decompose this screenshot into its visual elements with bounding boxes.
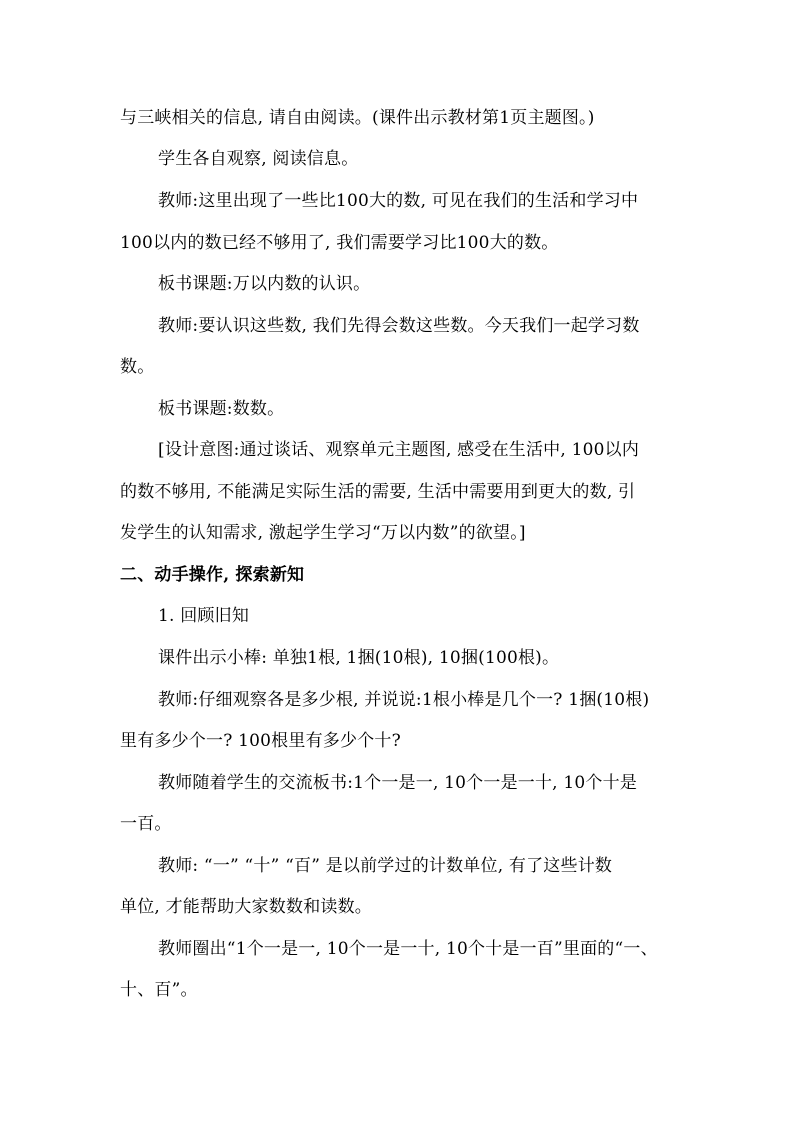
subsection-heading: 1. 回顾旧知 [158,606,250,626]
paragraph-line: 教师随着学生的交流板书:1个一是一, 10个一是一十, 10个十是 [158,773,638,793]
paragraph-line: 十、百”。 [120,980,198,1000]
paragraph-line: 教师:这里出现了一些比100大的数, 可见在我们的生活和学习中 [158,191,639,211]
paragraph-line: 一百。 [120,814,172,834]
section-heading: 二、动手操作, 探索新知 [120,565,305,585]
paragraph-line: 100以内的数已经不够用了, 我们需要学习比100大的数。 [120,233,559,253]
paragraph-line: 与三峡相关的信息, 请自由阅读。(课件出示教材第1页主题图。) [120,108,595,128]
paragraph-line: 课件出示小棒: 单独1根, 1捆(10根), 10捆(100根)。 [158,648,560,668]
paragraph-line: [设计意图:通过谈话、观察单元主题图, 感受在生活中, 100以内 [158,440,640,460]
paragraph-line: 学生各自观察, 阅读信息。 [158,149,359,169]
paragraph-line: 教师圈出“1个一是一, 10个一是一十, 10个十是一百”里面的“一、 [158,939,658,959]
paragraph-line: 教师:要认识这些数, 我们先得会数这些数。今天我们一起学习数 [158,316,640,336]
paragraph-line: 发学生的认知需求, 激起学生学习“万以内数”的欲望。] [120,523,526,543]
paragraph-line: 教师: “一” “十” “百” 是以前学过的计数单位, 有了这些计数 [158,856,613,876]
paragraph-line: 数。 [120,357,155,377]
paragraph-line: 板书课题:万以内数的认识。 [158,274,371,294]
paragraph-line: 的数不够用, 不能满足实际生活的需要, 生活中需要用到更大的数, 引 [120,482,636,502]
paragraph-line: 教师:仔细观察各是多少根, 并说说:1根小棒是几个一? 1捆(10根) [158,690,650,710]
paragraph-line: 里有多少个一? 100根里有多少个十? [120,731,401,751]
paragraph-line: 单位, 才能帮助大家数数和读数。 [120,897,373,917]
paragraph-line: 板书课题:数数。 [158,399,285,419]
